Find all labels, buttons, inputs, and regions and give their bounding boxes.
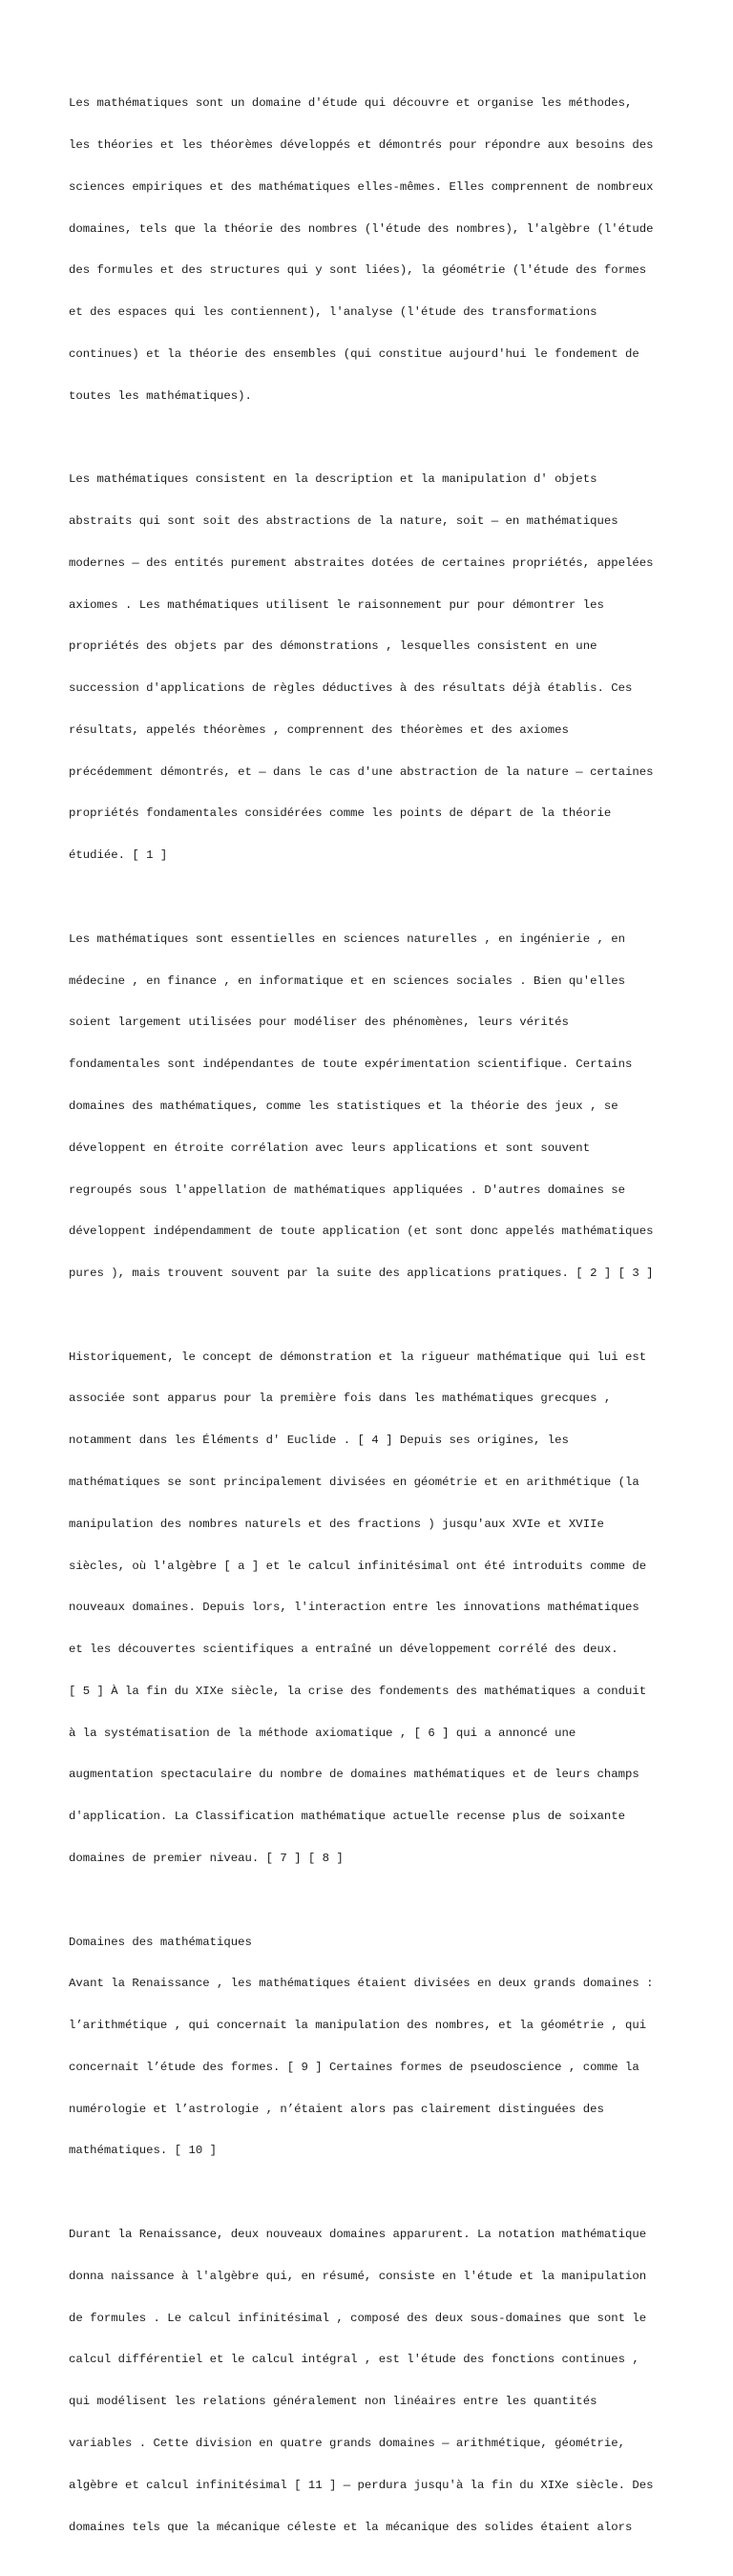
text-line: domaines, tels que la théorie des nombres (l'étude des nombres), l'algèbre (l'étude <box>69 221 654 236</box>
paragraph-abstraction <box>69 445 680 890</box>
text-line: continues) et la théorie des ensembles (qui constitue aujourd'hui le fondement de <box>69 346 639 361</box>
text-line: Avant la Renaissance , les mathématiques étaient divisées en deux grands domaines : <box>69 1977 654 1991</box>
text-line: numérologie et l’astrologie , n’étaient alors pas clairement distinguées des <box>69 2102 604 2116</box>
text-line: à la systématisation de la méthode axiomatique , [ 6 ] qui a annoncé une <box>69 1726 576 1740</box>
text-line: regroupés sous l'appellation de mathématiques appliquées . D'autres domaines se <box>69 1183 625 1197</box>
text-line: [ 5 ] À la fin du XIXe siècle, la crise des fondements des mathématiques a conduit <box>69 1684 647 1698</box>
text-line: propriétés des objets par des démonstrations , lesquelles consistent en une <box>69 639 597 654</box>
paragraph-intro <box>69 69 680 430</box>
text-line: domaines des mathématiques, comme les statistiques et la théorie des jeux , se <box>69 1099 618 1113</box>
text-line: qui modélisent les relations généralement non linéaires entre les quantités <box>69 2395 597 2409</box>
text-line: Les mathématiques consistent en la description et la manipulation d' objets <box>69 472 597 487</box>
text-line: modernes — des entités purement abstraites dotées de certaines propriétés, appelées <box>69 555 654 570</box>
text-line: Durant la Renaissance, deux nouveaux domaines apparurent. La notation mathématique <box>69 2228 647 2242</box>
text-line: des formules et des structures qui y sont liées), la géométrie (l'étude des formes <box>69 263 647 278</box>
section-heading: Domaines des mathématiques <box>69 1935 252 1949</box>
text-line: variables . Cette division en quatre grands domaines — arithmétique, géométrie, <box>69 2436 625 2450</box>
text-line: abstraits qui sont soit des abstractions de la nature, soit — en mathématiques <box>69 514 618 528</box>
text-line: algèbre et calcul infinitésimal [ 11 ] — perdura jusqu'à la fin du XIXe siècle. Des <box>69 2478 654 2492</box>
text-line: augmentation spectaculaire du nombre de domaines mathématiques et de leurs champs <box>69 1768 639 1782</box>
paragraph-renaissance <box>69 2200 680 2562</box>
text-line: de formules . Le calcul infinitésimal , composé des deux sous-domaines que sont le <box>69 2311 647 2325</box>
text-line: sciences empiriques et des mathématiques elles-mêmes. Elles comprennent de nombreux <box>69 179 654 194</box>
text-line: et des espaces qui les contiennent), l'analyse (l'étude des transformations <box>69 305 597 320</box>
text-line: les théories et les théorèmes développés et démontrés pour répondre aux besoins des <box>69 137 654 152</box>
text-line: médecine , en finance , en informatique et en sciences sociales . Bien qu'elles <box>69 974 625 988</box>
text-line: mathématiques. [ 10 ] <box>69 2144 217 2158</box>
text-line: résultats, appelés théorèmes , comprennent des théorèmes et des axiomes <box>69 723 569 737</box>
text-line: notamment dans les Éléments d' Euclide . [ 4 ] Depuis ses origines, les <box>69 1434 569 1448</box>
text-line: développent en étroite corrélation avec leurs applications et sont souvent <box>69 1141 591 1155</box>
text-line: et les découvertes scientifiques a entraîné un développement corrélé des deux. <box>69 1643 618 1657</box>
text-line: siècles, où l'algèbre [ a ] et le calcul infinitésimal ont été introduits comme de <box>69 1559 647 1573</box>
text-line: Historiquement, le concept de démonstration et la rigueur mathématique qui lui est <box>69 1350 647 1364</box>
text-line: d'application. La Classification mathématique actuelle recense plus de soixante <box>69 1810 625 1824</box>
text-line: précédemment démontrés, et — dans le cas d'une abstraction de la nature — certaines <box>69 764 654 779</box>
text-line: associée sont apparus pour la première fois dans les mathématiques grecques , <box>69 1392 612 1406</box>
text-line: Les mathématiques sont essentielles en sciences naturelles , en ingénierie , en <box>69 932 625 946</box>
text-line: succession d'applications de règles déductives à des résultats déjà établis. Ces <box>69 681 633 696</box>
text-line: soient largement utilisées pour modéliser des phénomènes, leurs vérités <box>69 1016 569 1030</box>
paragraph-applications <box>69 905 680 1309</box>
text-line: fondamentales sont indépendantes de toute expérimentation scientifique. Certains <box>69 1058 633 1072</box>
text-line: nouveaux domaines. Depuis lors, l'interaction entre les innovations mathématiques <box>69 1601 639 1615</box>
text-line: toutes les mathématiques). <box>69 388 252 403</box>
text-line: domaines tels que la mécanique céleste et la mécanique des solides étaient alors <box>69 2520 633 2534</box>
text-line: domaines de premier niveau. [ 7 ] [ 8 ] <box>69 1852 344 1865</box>
text-line: pures ), mais trouvent souvent par la suite des applications pratiques. [ 2 ] [ 3 ] <box>69 1267 654 1281</box>
text-line: Les mathématiques sont un domaine d'étude qui découvre et organise les méthodes, <box>69 96 633 111</box>
text-line: développent indépendamment de toute application (et sont donc appelés mathématiques <box>69 1225 654 1239</box>
text-line: donna naissance à l'algèbre qui, en résumé, consiste en l'étude et la manipulation <box>69 2269 647 2283</box>
text-line: axiomes . Les mathématiques utilisent le raisonnement pur pour démontrer les <box>69 597 604 612</box>
text-line: manipulation des nombres naturels et des fractions ) jusqu'aux XVIe et XVIIe <box>69 1517 604 1531</box>
text-line: calcul différentiel et le calcul intégral , est l'étude des fonctions continues , <box>69 2353 639 2367</box>
document-page <box>69 69 680 2576</box>
text-line: mathématiques se sont principalement divisées en géométrie et en arithmétique (la <box>69 1475 639 1489</box>
text-line: étudiée. [ 1 ] <box>69 848 168 863</box>
text-line: propriétés fondamentales considérées comme les points de départ de la théorie <box>69 806 612 821</box>
text-line: concernait l’étude des formes. [ 9 ] Certaines formes de pseudoscience , comme la <box>69 2060 639 2074</box>
paragraph-history <box>69 1322 680 1893</box>
paragraph-domains <box>69 1907 680 2186</box>
text-line: l’arithmétique , qui concernait la manipulation des nombres, et la géométrie , qui <box>69 2019 647 2033</box>
